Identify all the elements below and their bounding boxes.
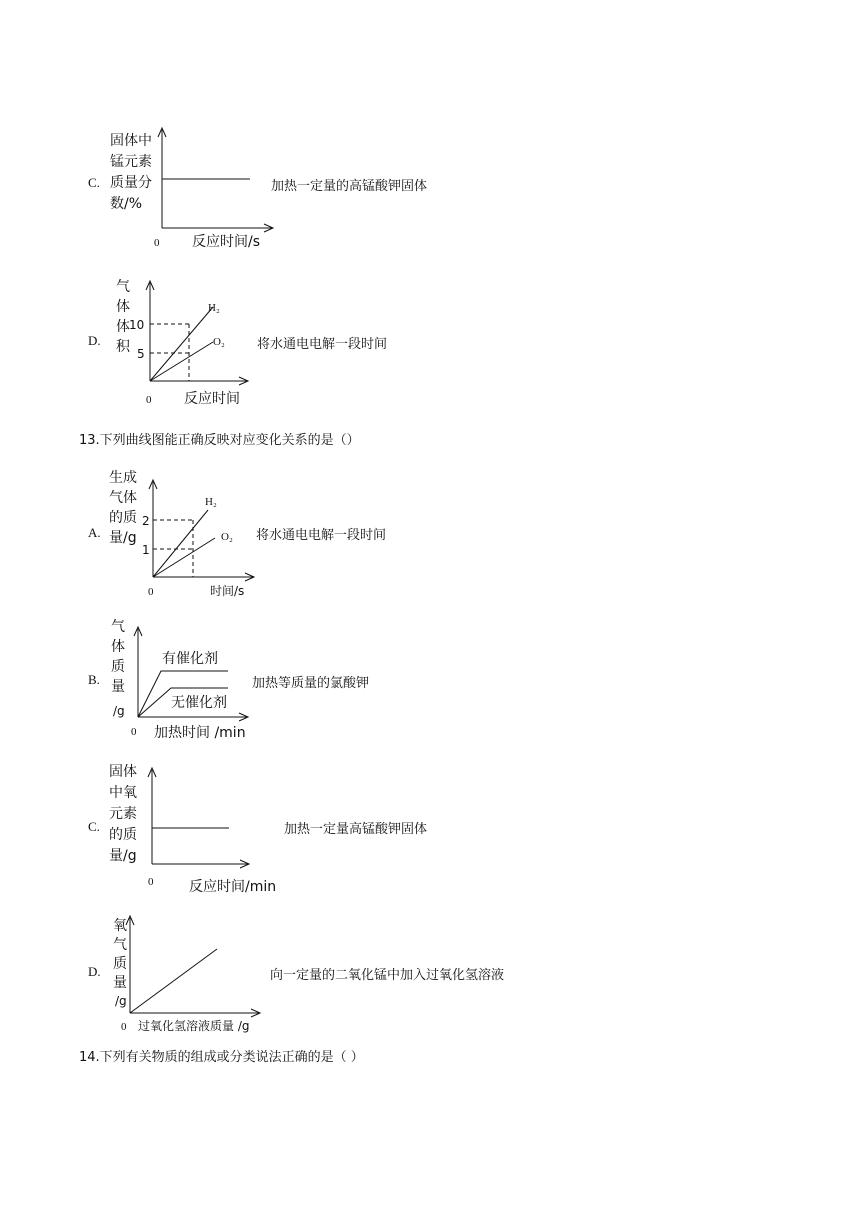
x-axis-label: 时间/s	[210, 584, 245, 598]
graph-q13-c-oxygen-mass	[105, 760, 285, 900]
origin-label: 0	[148, 586, 154, 598]
x-axis-label: 过氧化氢溶液质量 /g	[138, 1019, 250, 1033]
x-axis-label: 反应时间/s	[192, 234, 261, 250]
series-label: O₂	[213, 336, 225, 348]
curve-label: 有催化剂	[162, 651, 218, 667]
y-label-line: 固体	[109, 764, 137, 780]
graph-q13-b-catalyst	[105, 615, 260, 745]
y-label-line: 体	[116, 319, 130, 335]
y-label-line: 锰元素	[110, 154, 152, 170]
q13-option-d-description: 向一定量的二氧化锰中加入过氧化氢溶液	[270, 968, 505, 983]
graph-electrolysis-volume	[100, 275, 260, 410]
option-c-description: 加热一定量的高锰酸钾固体	[271, 179, 428, 194]
q13-option-a-description: 将水通电电解一段时间	[256, 528, 387, 543]
curve-label: 无催化剂	[171, 695, 227, 711]
origin-label: 0	[148, 876, 154, 888]
y-label-line: 体	[116, 299, 130, 315]
graph-q13-a-gas-mass	[105, 466, 265, 601]
q13-option-d-label: D.	[88, 964, 101, 979]
origin-label: 0	[154, 237, 160, 249]
q13-option-b-description: 加热等质量的氯酸钾	[252, 676, 370, 691]
y-label-line: 质量分	[110, 175, 152, 191]
question-14-text: 14.下列有关物质的组成或分类说法正确的是（ ）	[79, 1050, 364, 1065]
question-13-text: 13.下列曲线图能正确反映对应变化关系的是（）	[79, 433, 360, 448]
origin-label: 0	[121, 1021, 127, 1033]
q13-option-a-label: A.	[88, 525, 101, 540]
series-label: H₂	[208, 302, 220, 314]
tick-label: 10	[129, 318, 145, 332]
y-label-line: 中氧	[109, 785, 137, 801]
q13-option-c-description: 加热一定量高锰酸钾固体	[284, 822, 428, 837]
q13-option-c-label: C.	[88, 819, 100, 834]
y-label-line: 元素	[109, 806, 137, 822]
x-axis-label: 加热时间 /min	[154, 725, 246, 741]
origin-label: 0	[146, 394, 152, 406]
option-d-description: 将水通电电解一段时间	[257, 337, 388, 352]
y-label-line: 积	[116, 339, 130, 355]
y-label-line: /g	[115, 994, 127, 1008]
tick-label: 5	[137, 347, 145, 361]
y-label-line: 量/g	[109, 530, 137, 546]
y-label-line: 固体中	[110, 133, 152, 149]
y-label-line: /g	[113, 704, 125, 718]
graph-manganese-fraction	[100, 125, 280, 255]
x-axis-label: 反应时间	[184, 391, 240, 407]
y-label-line: 生成	[109, 470, 137, 486]
y-label-line: 量/g	[109, 848, 137, 864]
x-axis-label: 反应时间/min	[189, 879, 277, 895]
option-c-label: C.	[88, 175, 100, 190]
y-label-line: 质	[111, 659, 125, 675]
origin-label: 0	[131, 726, 137, 738]
y-label-line: 气	[111, 619, 125, 635]
y-label-line: 体	[111, 639, 125, 655]
y-label-line: 气	[116, 279, 130, 295]
tick-label: 2	[142, 514, 150, 528]
y-label-line: 的质	[109, 510, 137, 526]
graph-q13-d-oxygen-vs-h2o2	[105, 910, 280, 1038]
series-label: H₂	[205, 496, 217, 508]
y-label-line: 气体	[109, 490, 137, 506]
y-label-line: 数/%	[110, 196, 143, 212]
y-label-line: 的质	[109, 827, 137, 843]
y-label-line: 质	[113, 956, 127, 972]
y-label-line: 量	[113, 975, 127, 991]
q13-option-b-label: B.	[88, 672, 100, 687]
y-label-line: 氧	[113, 918, 127, 934]
option-d-label: D.	[88, 333, 101, 348]
tick-label: 1	[142, 543, 150, 557]
series-label: O₂	[221, 531, 233, 543]
y-label-line: 气	[113, 937, 127, 953]
y-label-line: 量	[111, 679, 125, 695]
